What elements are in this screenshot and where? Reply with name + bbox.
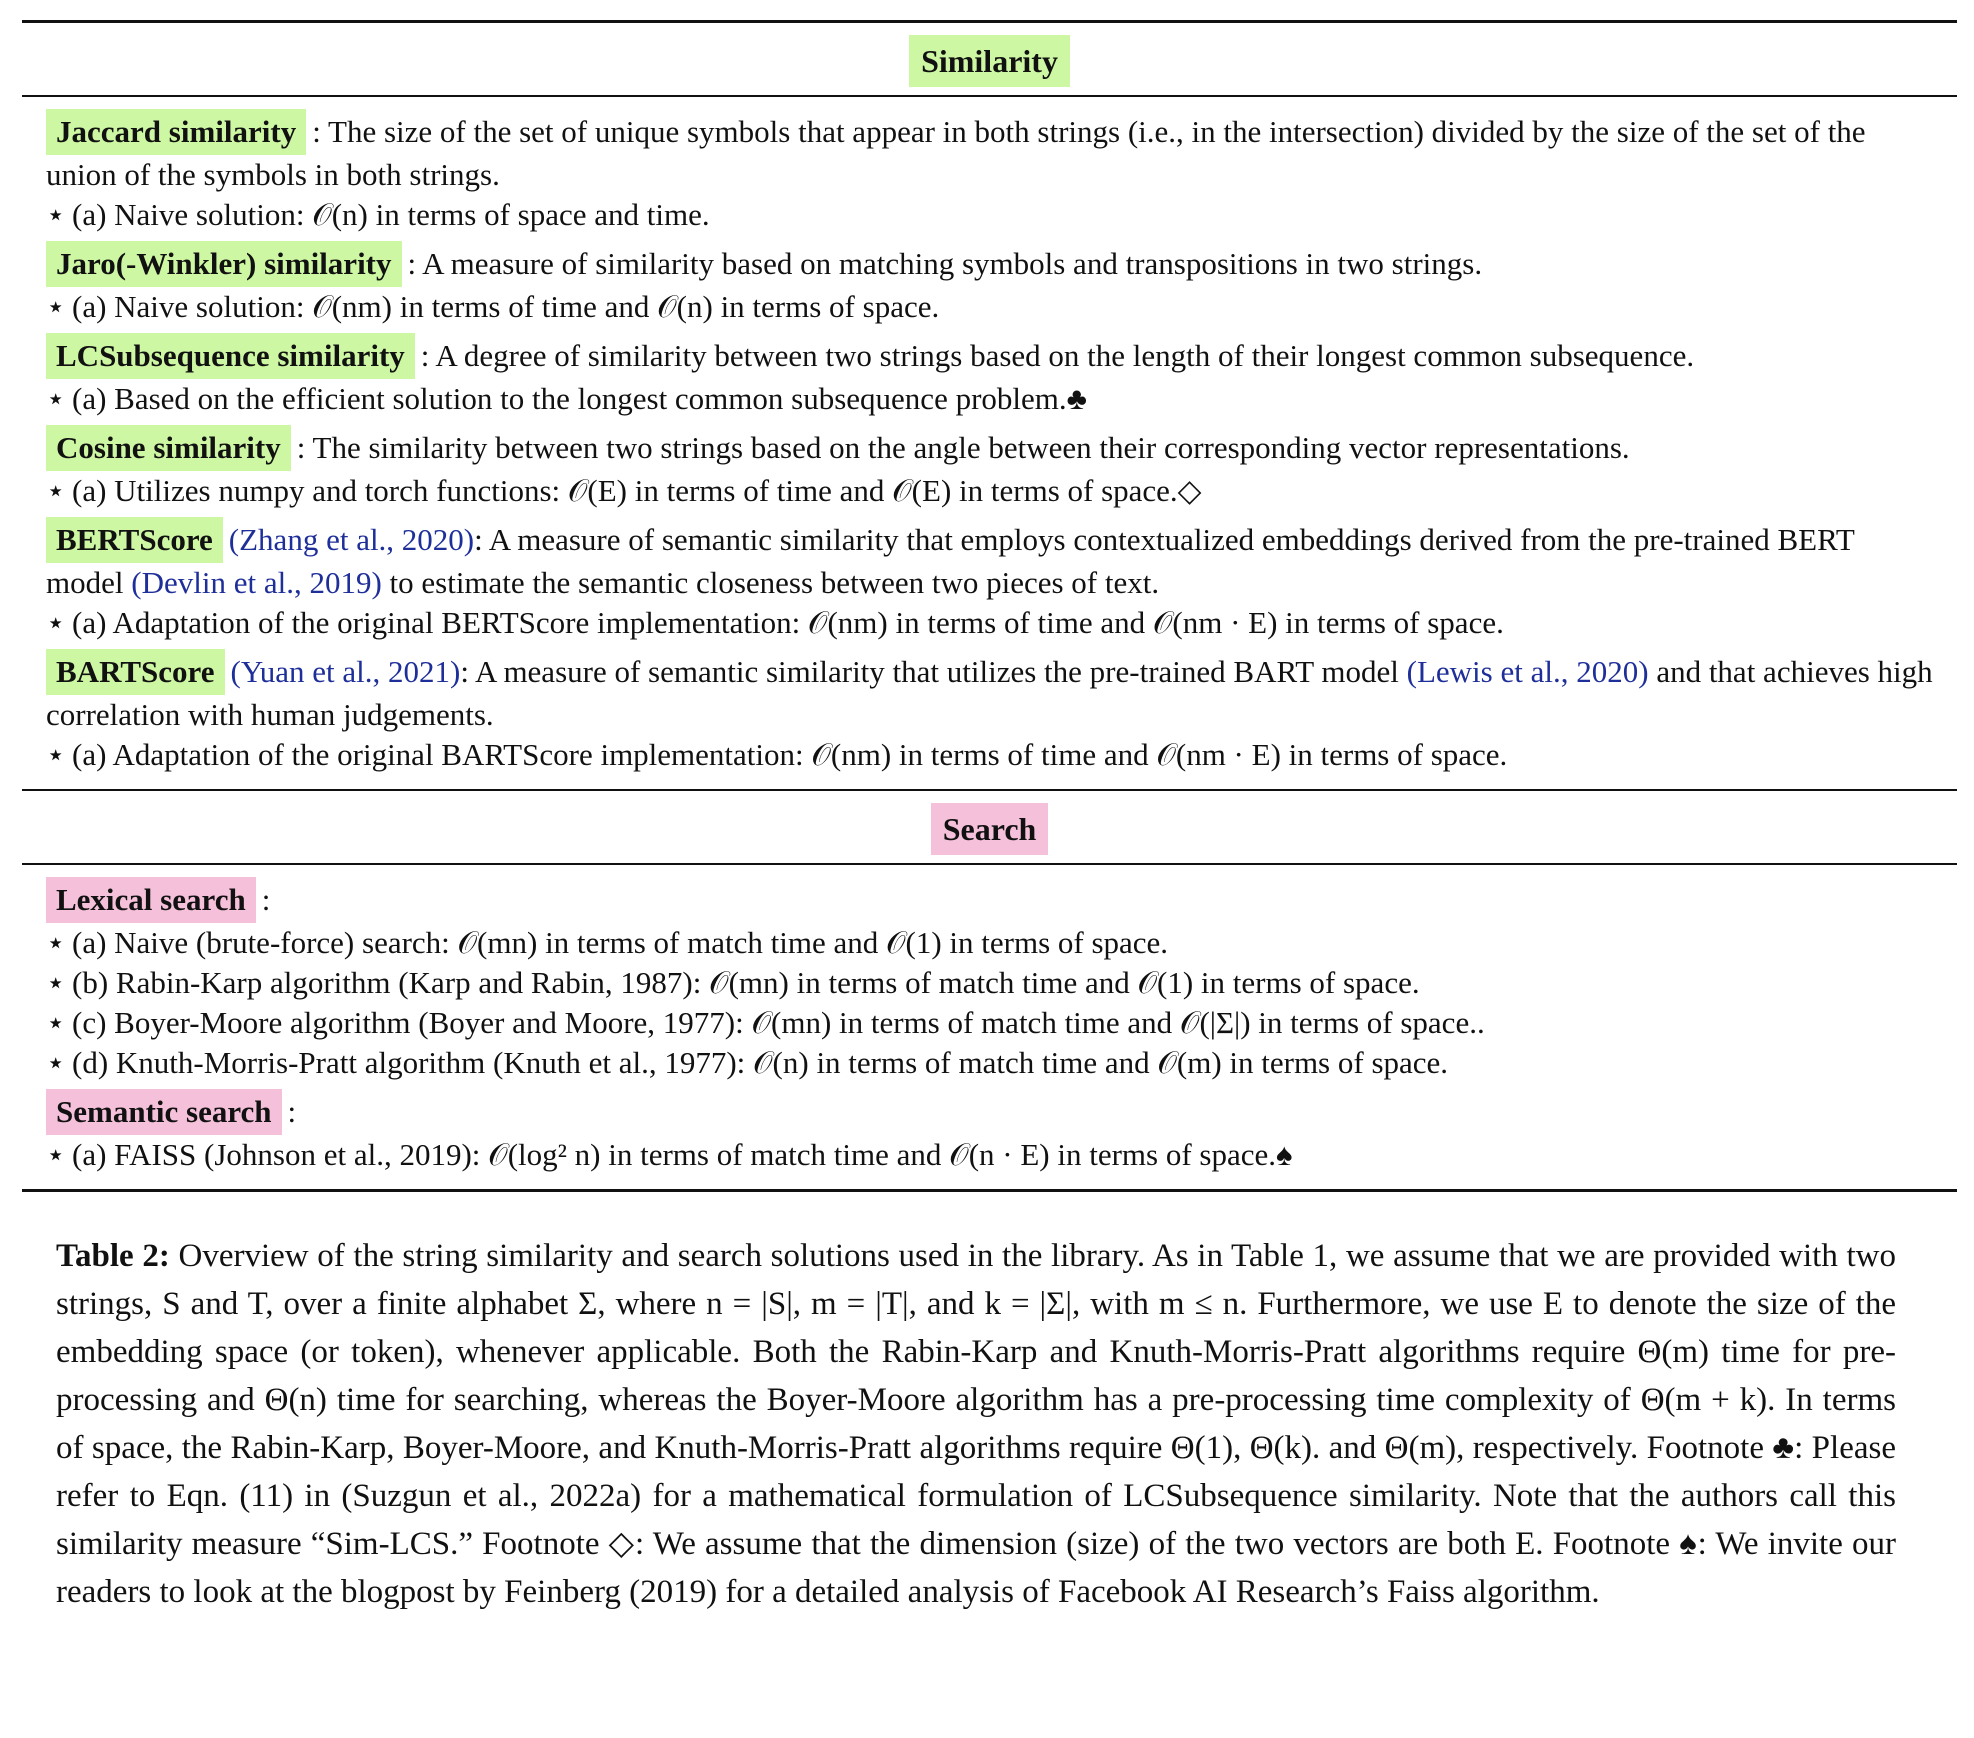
item-lexical-d: ⋆ (d) Knuth-Morris-Pratt algorithm (Knuth et al., 1977): 𝒪(n) in terms of match time and 𝒪(m) in terms of space. [46,1043,1933,1083]
entry-bertscore [46,517,1933,643]
desc-bertscore: : A measure of semantic similarity that employs contextualized embeddings derived from the pre-trained BERT model [46,522,1855,600]
entry-lexical: Lexical search : ⋆ (a) Naive (brute-force) search: 𝒪(mn) in terms of match time and 𝒪(1) in terms of space. ⋆ (b) Rabin-Karp algorithm (Karp and Rabin, 1987): 𝒪(mn) in terms of match time and 𝒪(1) in terms of space. ⋆ (c) Boyer-Moore algorithm (Boyer and Moore, 1977): 𝒪(mn) in terms of match time and 𝒪(|Σ|) in terms of space.. ⋆ (d) Knuth-Morris-Pratt algorithm (Knuth et al., 1977): 𝒪(n) in terms of match time and 𝒪(m) in terms of space. [46,877,1933,1083]
similarity-heading: Similarity [909,35,1070,87]
search-header [22,791,1957,863]
desc-bartscore: : A measure of semantic similarity that utilizes the pre-trained BART model [460,654,1399,689]
item-jaro-a: ⋆ (a) Naive solution: 𝒪(nm) in terms of time and 𝒪(n) in terms of space. [46,287,1933,327]
similarity-body [22,97,1957,789]
caption-text: Overview of the string similarity and search solutions used in the library. As in Table 1, we assume that we are provided with two strings, S and T, over a finite alphabet Σ, where n = |S|, m = |T|, and k = |Σ|, with m ≤ n. Furthermore, we use E to denote the size of the embedding space (or token), whenever applicable. Both the Rabin-Karp and Knuth-Morris-Pratt algorithms require Θ(m) time for pre-processing and Θ(n) time for searching, whereas the Boyer-Moore algorithm has a pre-processing time complexity of Θ(m + k). In terms of space, the Rabin-Karp, Boyer-Moore, and Knuth-Morris-Pratt algorithms require Θ(1), Θ(k). and Θ(m), respectively. Footnote ♣: Please refer to Eqn. (11) in (Suzgun et al., 2022a) for a mathematical formulation of LCSubsequence similarity. Note that the authors call this similarity measure “Sim-LCS.” Footnote ◇: We assume that the dimension (size) of the two vectors are both E. Footnote ♠: We invite our readers to look at the blogpost by Feinberg (2019) for a detailed analysis of Facebook AI Research’s Faiss algorithm. [56,1238,1896,1610]
entry-jaccard [46,109,1933,235]
item-jaccard-a: ⋆ (a) Naive solution: 𝒪(n) in terms of space and time. [46,195,1933,235]
tag-bartscore: BARTScore [46,649,225,695]
entry-cosine [46,425,1933,511]
cite-zhang[interactable]: (Zhang et al., 2020) [228,522,475,557]
star-icon: ⋆ [46,737,66,772]
item-lexical-a: ⋆ (a) Naive (brute-force) search: 𝒪(mn) in terms of match time and 𝒪(1) in terms of space. [46,923,1933,963]
star-icon: ⋆ [46,605,66,640]
item-lexical-c: ⋆ (c) Boyer-Moore algorithm (Boyer and Moore, 1977): 𝒪(mn) in terms of match time and 𝒪(|Σ|) in terms of space.. [46,1003,1933,1043]
table-2 [22,20,1957,1192]
star-icon: ⋆ [46,289,66,324]
tag-cosine: Cosine similarity [46,425,291,471]
star-icon: ⋆ [46,925,66,960]
entry-semantic: Semantic search : ⋆ (a) FAISS (Johnson et al., 2019): 𝒪(log² n) in terms of match time and 𝒪(n · E) in terms of space.♠ [46,1089,1933,1175]
tag-lexical: Lexical search [46,877,256,923]
search-body [22,865,1957,1189]
desc-lcs: : A degree of similarity between two strings based on the length of their longest common subsequence. [420,338,1695,373]
desc2-bertscore: to estimate the semantic closeness between two pieces of text. [389,565,1160,600]
star-icon: ⋆ [46,1137,66,1172]
star-icon: ⋆ [46,381,66,416]
similarity-header [22,23,1957,95]
tag-jaccard: Jaccard similarity [46,109,306,155]
tag-jaro: Jaro(-Winkler) similarity [46,241,402,287]
star-icon: ⋆ [46,965,66,1000]
entry-lcs [46,333,1933,419]
cite-devlin[interactable]: (Devlin et al., 2019) [131,565,382,600]
desc2-bartscore: and that achieves high correlation with human judgements. [46,654,1933,732]
item-bartscore-a: ⋆ (a) Adaptation of the original BARTScore implementation: 𝒪(nm) in terms of time and 𝒪(nm · E) in terms of space. [46,735,1933,775]
table-caption [56,1232,1896,1616]
item-lexical-b: ⋆ (b) Rabin-Karp algorithm (Karp and Rabin, 1987): 𝒪(mn) in terms of match time and 𝒪(1) in terms of space. [46,963,1933,1003]
item-cosine-a: ⋆ (a) Utilizes numpy and torch functions: 𝒪(E) in terms of time and 𝒪(E) in terms of space.◇ [46,471,1933,511]
star-icon: ⋆ [46,197,66,232]
bottom-rule [22,1189,1957,1192]
star-icon: ⋆ [46,1045,66,1080]
caption-label: Table 2: [56,1238,170,1274]
item-lcs-a: ⋆ (a) Based on the efficient solution to the longest common subsequence problem.♣ [46,379,1933,419]
cite-yuan[interactable]: (Yuan et al., 2021) [230,654,461,689]
star-icon: ⋆ [46,1005,66,1040]
tag-lcs: LCSubsequence similarity [46,333,415,379]
cite-lewis[interactable]: (Lewis et al., 2020) [1406,654,1649,689]
item-semantic-a: ⋆ (a) FAISS (Johnson et al., 2019): 𝒪(log² n) in terms of match time and 𝒪(n · E) in terms of space.♠ [46,1135,1933,1175]
entry-bartscore [46,649,1933,775]
search-heading: Search [931,803,1049,855]
item-bertscore-a: ⋆ (a) Adaptation of the original BERTScore implementation: 𝒪(nm) in terms of time and 𝒪(nm · E) in terms of space. [46,603,1933,643]
entry-jaro [46,241,1933,327]
tag-bertscore: BERTScore [46,517,223,563]
desc-jaro: : A measure of similarity based on matching symbols and transpositions in two strings. [407,246,1483,281]
tag-semantic: Semantic search [46,1089,282,1135]
desc-jaccard: : The size of the set of unique symbols that appear in both strings (i.e., in the intersection) divided by the size of the set of the union of the symbols in both strings. [46,114,1866,192]
desc-cosine: : The similarity between two strings based on the angle between their corresponding vector representations. [296,430,1630,465]
star-icon: ⋆ [46,473,66,508]
